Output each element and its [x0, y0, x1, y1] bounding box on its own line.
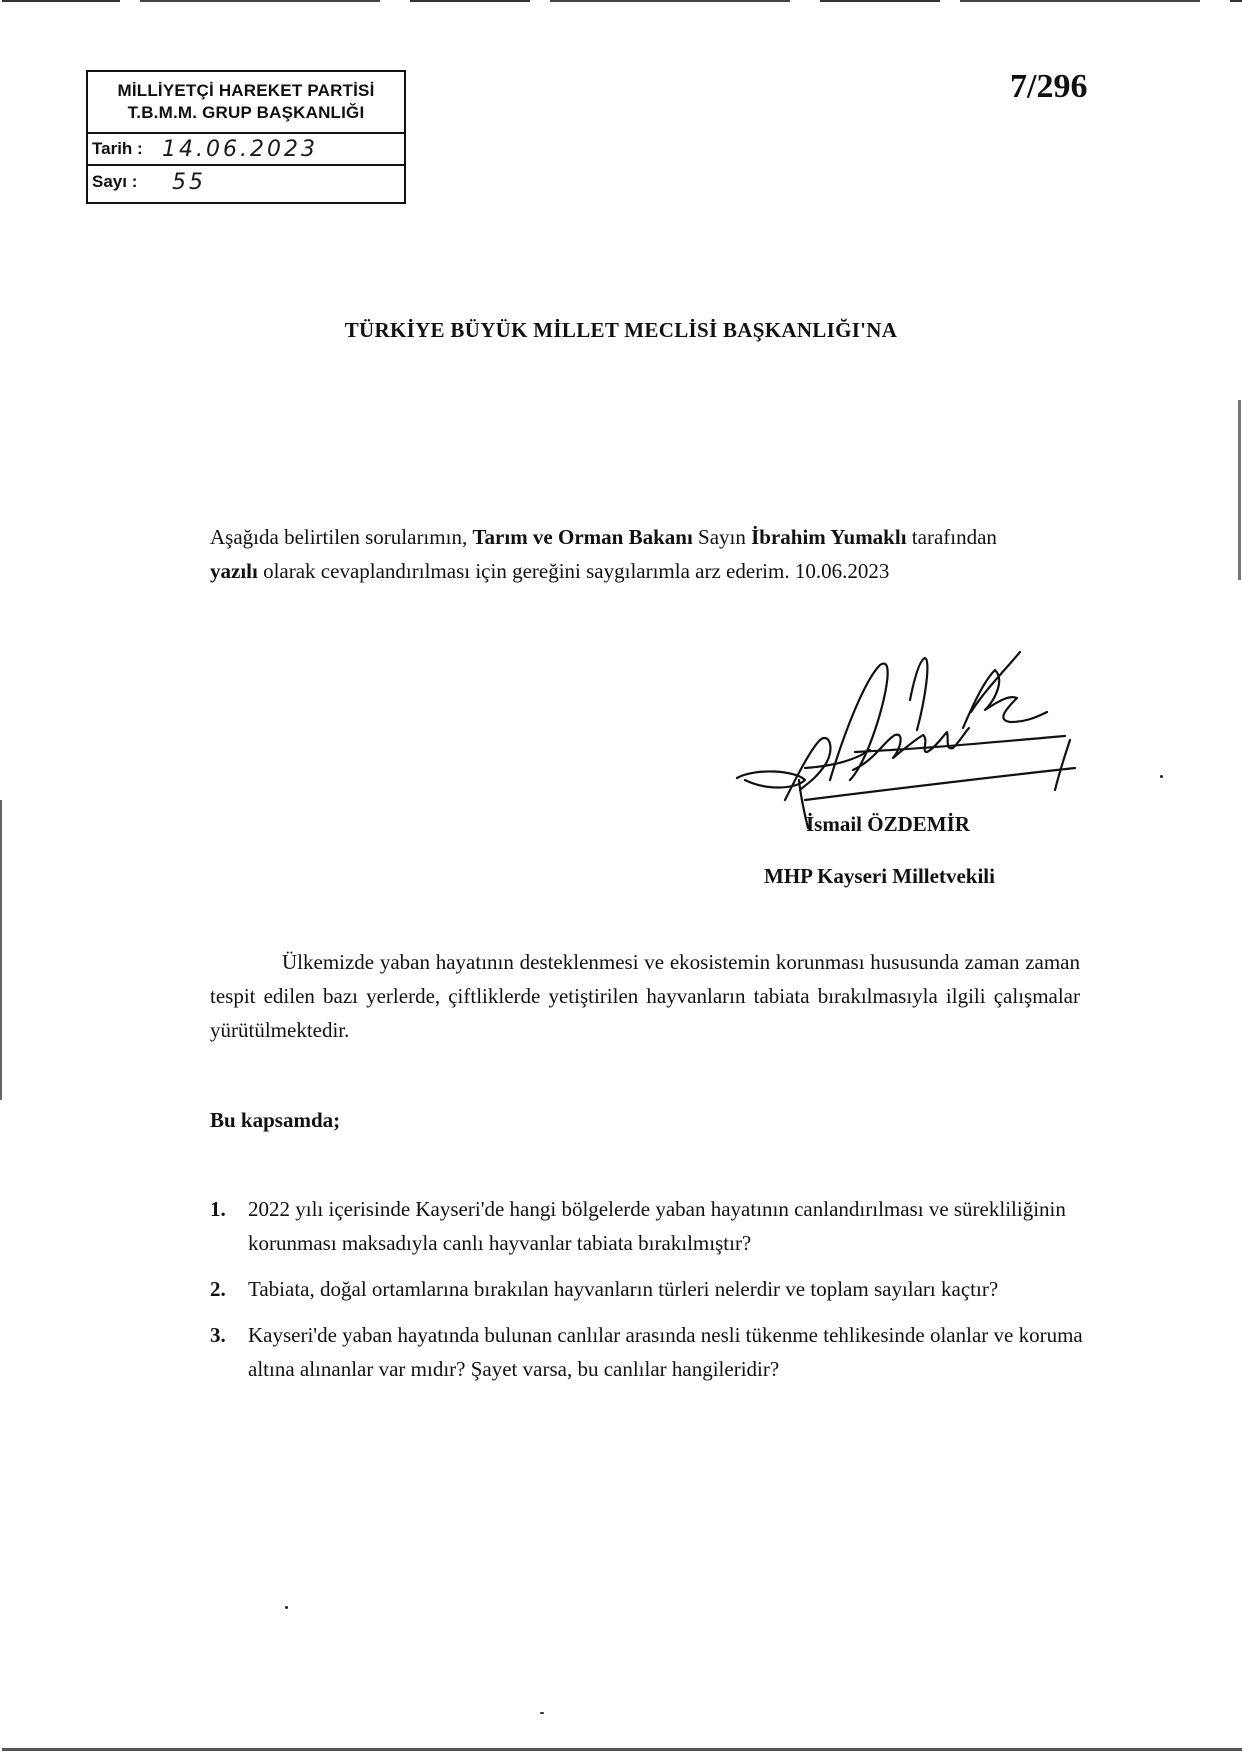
- scan-speck: [285, 1606, 288, 1609]
- scope-heading: Bu kapsamda;: [210, 1108, 341, 1132]
- stamp-header: [88, 72, 404, 134]
- question-text: Tabiata, doğal ortamlarına bırakılan hayvanların türleri nelerdir ve toplam sayıları kaçtır?: [248, 1277, 999, 1301]
- question-number: 2.: [210, 1277, 226, 1301]
- question-text: Kayseri'de yaban hayatında bulunan canlılar arasında nesli tükenme tehlikesinde olanlar ve koruma altına alınanlar var mıdır? Şayet varsa, bu canlılar hangileridir?: [248, 1323, 1083, 1381]
- intro-text: tarafından: [906, 525, 997, 549]
- stamp-date-label: Tarih :: [92, 139, 143, 158]
- question-list: [210, 1192, 1090, 1398]
- question-item: [210, 1272, 1090, 1306]
- stamp-party-line: MİLLİYETÇİ HAREKET PARTİSİ: [117, 81, 375, 100]
- body-paragraph: [210, 945, 1080, 1047]
- stamp-date-value: 14.06.2023: [162, 136, 318, 162]
- stamp-date-row: [88, 134, 404, 166]
- addressee-heading: TÜRKİYE BÜYÜK MİLLET MECLİSİ BAŞKANLIĞI'NA: [344, 318, 898, 342]
- written-keyword: yazılı: [210, 559, 258, 583]
- intro-text: Sayın: [692, 525, 752, 549]
- question-item: [210, 1318, 1090, 1386]
- question-text: 2022 yılı içerisinde Kayseri'de hangi bölgelerde yaban hayatının canlandırılması ve sürekliliğinin korunması maksadıyla canlı hayvanlar tabiata bırakılmıştır?: [248, 1197, 1066, 1255]
- signatory-name: İsmail ÖZDEMİR: [806, 812, 970, 836]
- scan-edge-top: [0, 0, 1242, 2]
- question-number: 1.: [210, 1197, 226, 1221]
- signatory-title: MHP Kayseri Milletvekili: [764, 864, 995, 888]
- document-number: 7/296: [1010, 68, 1088, 105]
- stamp-number-row: [88, 166, 404, 198]
- intro-text: Aşağıda belirtilen sorularımın,: [210, 525, 473, 549]
- scan-speck: [540, 1712, 544, 1714]
- intro-text: olarak cevaplandırılması için gereğini saygılarımla arz ederim. 10.06.2023: [257, 559, 890, 583]
- scan-edge-left: [0, 0, 2, 1752]
- question-item: [210, 1192, 1090, 1260]
- question-number: 3.: [210, 1323, 226, 1347]
- stamp-group-line: T.B.M.M. GRUP BAŞKANLIĞI: [127, 103, 365, 122]
- minister-name: İbrahim Yumaklı: [751, 525, 907, 549]
- intro-paragraph: [210, 520, 1080, 588]
- stamp-number-value: 55: [172, 169, 206, 195]
- minister-title: Tarım ve Orman Bakanı: [472, 525, 693, 549]
- signature-drawing: [735, 640, 1135, 840]
- body-text: Ülkemizde yaban hayatının desteklenmesi ve ekosistemin korunması hususunda zaman zaman tespit edilen bazı yerlerde, çiftliklerde yetiştirilen hayvanların tabiata bırakılmasıyla ilgili çalışmalar yürütülmektedir.: [210, 950, 1080, 1042]
- scan-edge-right: [1238, 400, 1241, 580]
- stamp-number-label: Sayı :: [92, 172, 138, 191]
- registry-stamp: [86, 70, 406, 204]
- scan-speck: [1160, 775, 1163, 778]
- scan-edge-bottom: [0, 1748, 1242, 1751]
